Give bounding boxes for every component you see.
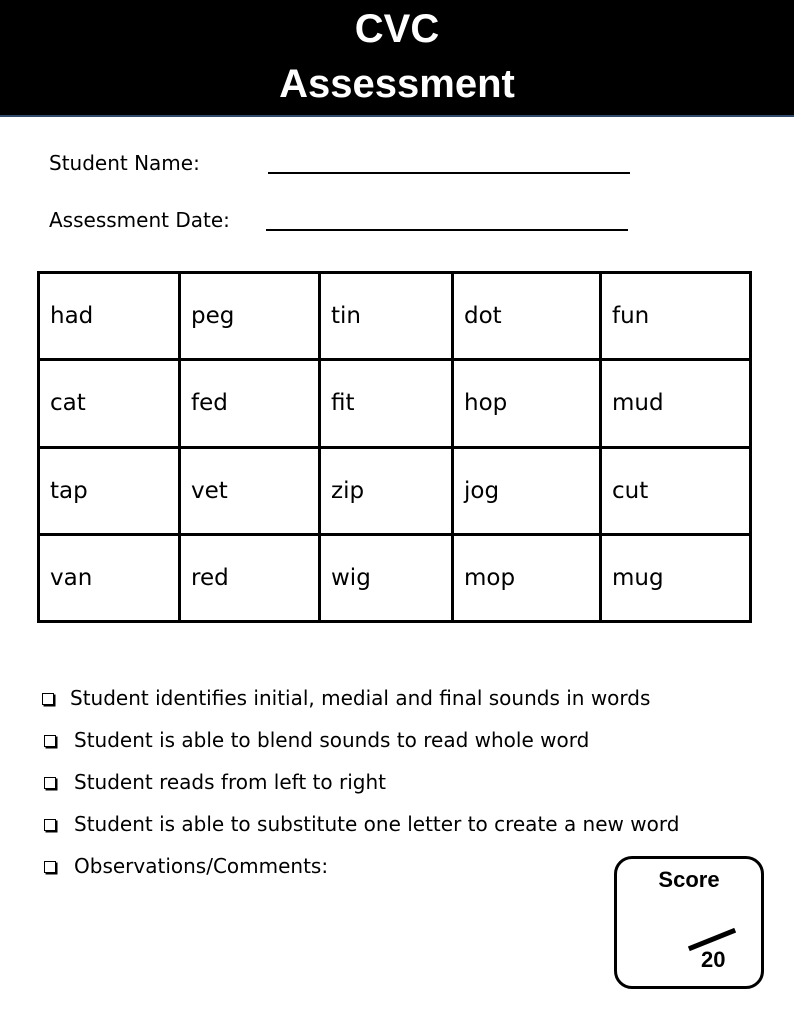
student-name-label: Student Name: — [49, 151, 200, 175]
table-row — [39, 273, 751, 360]
score-box — [614, 856, 764, 989]
checklist-item-label: Observations/Comments: — [74, 854, 329, 878]
word-cell: jog — [453, 447, 601, 534]
checklist-item-label: Student is able to blend sounds to read whole word — [74, 728, 590, 752]
word-cell: cat — [39, 360, 180, 447]
checklist-item-label: Student identifies initial, medial and final sounds in words — [70, 686, 651, 710]
title-banner — [0, 0, 794, 117]
score-total: 20 — [701, 947, 726, 972]
checkbox[interactable] — [44, 861, 56, 873]
checklist-item-label: Student reads from left to right — [74, 770, 386, 794]
checkbox[interactable] — [44, 777, 56, 789]
word-cell: mud — [601, 360, 751, 447]
checklist-item — [42, 810, 782, 852]
checkbox[interactable] — [44, 819, 56, 831]
word-cell: zip — [320, 447, 453, 534]
word-cell: tap — [39, 447, 180, 534]
word-cell: dot — [453, 273, 601, 360]
word-cell: mug — [601, 534, 751, 621]
word-cell: red — [180, 534, 320, 621]
word-cell: van — [39, 534, 180, 621]
word-cell: cut — [601, 447, 751, 534]
checkbox[interactable] — [42, 693, 54, 705]
word-cell: had — [39, 273, 180, 360]
checklist-item — [42, 684, 782, 726]
checklist-item — [42, 768, 782, 810]
checkbox[interactable] — [44, 735, 56, 747]
assessment-date-field[interactable] — [266, 229, 628, 231]
table-row — [39, 360, 751, 447]
table-row — [39, 534, 751, 621]
page-title-line1: CVC — [354, 7, 440, 51]
word-grid — [37, 271, 752, 623]
checklist-item — [42, 726, 782, 768]
word-cell: hop — [453, 360, 601, 447]
word-cell: tin — [320, 273, 453, 360]
page-title-line2: Assessment — [279, 62, 515, 106]
table-row — [39, 447, 751, 534]
word-cell: mop — [453, 534, 601, 621]
assessment-date-label: Assessment Date: — [49, 208, 230, 232]
word-cell: wig — [320, 534, 453, 621]
checklist-item-label: Student is able to substitute one letter to create a new word — [74, 812, 680, 836]
word-cell: peg — [180, 273, 320, 360]
word-cell: vet — [180, 447, 320, 534]
word-cell: fit — [320, 360, 453, 447]
score-label: Score — [658, 867, 720, 892]
word-cell: fed — [180, 360, 320, 447]
word-cell: fun — [601, 273, 751, 360]
student-name-field[interactable] — [268, 172, 630, 174]
